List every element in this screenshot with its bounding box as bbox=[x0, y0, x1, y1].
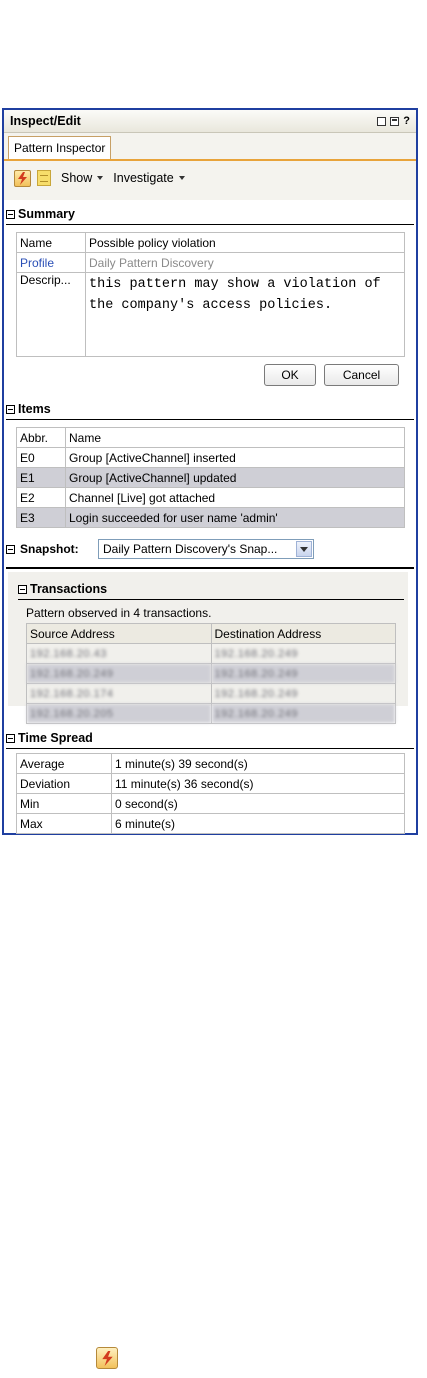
summary-section-header[interactable] bbox=[6, 207, 75, 221]
time-spread-value: 11 minute(s) 36 second(s) bbox=[112, 774, 405, 794]
source-address: 192.168.20.174 bbox=[27, 684, 212, 704]
column-header-name[interactable]: Name bbox=[66, 428, 405, 448]
show-menu-button[interactable] bbox=[61, 171, 103, 185]
collapse-icon[interactable] bbox=[6, 734, 15, 743]
source-address: 192.168.20.205 bbox=[27, 704, 212, 724]
item-abbr: E3 bbox=[17, 508, 66, 528]
transactions-summary: Pattern observed in 4 transactions. bbox=[26, 606, 212, 620]
divider bbox=[6, 567, 414, 569]
item-abbr: E0 bbox=[17, 448, 66, 468]
time-spread-key: Average bbox=[17, 754, 112, 774]
transactions-header-row bbox=[27, 624, 396, 644]
collapse-icon[interactable] bbox=[18, 585, 27, 594]
destination-address: 192.168.20.249 bbox=[211, 704, 396, 724]
items-header-row bbox=[17, 428, 405, 448]
summary-heading: Summary bbox=[18, 207, 75, 221]
summary-profile-value[interactable]: Daily Pattern Discovery bbox=[86, 253, 405, 273]
snapshot-selected-value: Daily Pattern Discovery's Snap... bbox=[103, 542, 278, 556]
summary-name-value[interactable]: Possible policy violation bbox=[86, 233, 405, 253]
divider bbox=[6, 224, 414, 225]
collapse-icon[interactable] bbox=[6, 545, 15, 554]
time-spread-value: 6 minute(s) bbox=[112, 814, 405, 834]
source-address: 192.168.20.249 bbox=[27, 664, 212, 684]
transactions-section-header[interactable] bbox=[18, 582, 107, 596]
column-header-destination[interactable]: Destination Address bbox=[211, 624, 396, 644]
window-title: Inspect/Edit bbox=[10, 114, 81, 128]
summary-row-description bbox=[17, 273, 405, 357]
summary-key: Profile bbox=[17, 253, 86, 273]
item-name: Group [ActiveChannel] updated bbox=[66, 468, 405, 488]
time-spread-value: 1 minute(s) 39 second(s) bbox=[112, 754, 405, 774]
items-heading: Items bbox=[18, 402, 51, 416]
divider bbox=[6, 419, 414, 420]
table-row[interactable] bbox=[17, 508, 405, 528]
table-row bbox=[17, 814, 405, 834]
combo-arrow-icon[interactable] bbox=[296, 541, 312, 557]
destination-address: 192.168.20.249 bbox=[211, 664, 396, 684]
cancel-button[interactable]: Cancel bbox=[324, 364, 399, 386]
table-row[interactable] bbox=[27, 644, 396, 664]
help-icon[interactable]: ? bbox=[403, 115, 410, 127]
collapse-icon[interactable] bbox=[6, 405, 15, 414]
transactions-table bbox=[26, 623, 396, 724]
caret-down-icon bbox=[179, 176, 185, 180]
restore-icon[interactable] bbox=[390, 117, 399, 126]
description-field[interactable]: this pattern may show a violation of the company's access policies. bbox=[86, 273, 405, 357]
table-row[interactable] bbox=[17, 468, 405, 488]
note-icon[interactable] bbox=[37, 170, 51, 186]
caret-down-icon bbox=[97, 176, 103, 180]
time-spread-section-header[interactable] bbox=[6, 731, 93, 745]
tab-pattern-inspector[interactable]: Pattern Inspector bbox=[8, 136, 111, 159]
investigate-menu-label: Investigate bbox=[113, 171, 174, 185]
window-controls bbox=[377, 115, 410, 127]
item-name: Channel [Live] got attached bbox=[66, 488, 405, 508]
summary-key: Descrip... bbox=[17, 273, 86, 357]
transactions-heading: Transactions bbox=[30, 582, 108, 596]
snapshot-label: Snapshot: bbox=[20, 542, 79, 556]
toolbar bbox=[4, 161, 416, 195]
time-spread-key: Min bbox=[17, 794, 112, 814]
divider bbox=[18, 599, 404, 600]
title-bar bbox=[4, 110, 416, 133]
destination-address: 192.168.20.249 bbox=[211, 644, 396, 664]
investigate-menu-button[interactable] bbox=[113, 171, 184, 185]
time-spread-key: Max bbox=[17, 814, 112, 834]
snapshot-select[interactable] bbox=[98, 539, 314, 559]
item-name: Login succeeded for user name 'admin' bbox=[66, 508, 405, 528]
summary-key: Name bbox=[17, 233, 86, 253]
lightning-action-icon[interactable] bbox=[96, 1347, 118, 1369]
item-abbr: E2 bbox=[17, 488, 66, 508]
lightning-action-icon[interactable] bbox=[14, 170, 31, 187]
table-row bbox=[17, 754, 405, 774]
items-section-header[interactable] bbox=[6, 402, 51, 416]
item-name: Group [ActiveChannel] inserted bbox=[66, 448, 405, 468]
item-abbr: E1 bbox=[17, 468, 66, 488]
table-row bbox=[17, 774, 405, 794]
table-row[interactable] bbox=[27, 664, 396, 684]
snapshot-section-header[interactable] bbox=[6, 542, 79, 556]
tab-strip bbox=[4, 133, 416, 161]
ok-button[interactable]: OK bbox=[264, 364, 316, 386]
destination-address: 192.168.20.249 bbox=[211, 684, 396, 704]
summary-table bbox=[16, 232, 405, 357]
table-row bbox=[17, 794, 405, 814]
table-row[interactable] bbox=[17, 488, 405, 508]
table-row[interactable] bbox=[27, 684, 396, 704]
time-spread-table bbox=[16, 753, 405, 834]
summary-row-profile bbox=[17, 253, 405, 273]
minimize-icon[interactable] bbox=[377, 117, 386, 126]
time-spread-key: Deviation bbox=[17, 774, 112, 794]
table-row[interactable] bbox=[17, 448, 405, 468]
source-address: 192.168.20.43 bbox=[27, 644, 212, 664]
divider bbox=[6, 748, 414, 749]
items-table bbox=[16, 427, 405, 528]
time-spread-value: 0 second(s) bbox=[112, 794, 405, 814]
column-header-abbr[interactable]: Abbr. bbox=[17, 428, 66, 448]
column-header-source[interactable]: Source Address bbox=[27, 624, 212, 644]
table-row[interactable] bbox=[27, 704, 396, 724]
show-menu-label: Show bbox=[61, 171, 93, 185]
time-spread-heading: Time Spread bbox=[18, 731, 93, 745]
summary-row-name bbox=[17, 233, 405, 253]
collapse-icon[interactable] bbox=[6, 210, 15, 219]
